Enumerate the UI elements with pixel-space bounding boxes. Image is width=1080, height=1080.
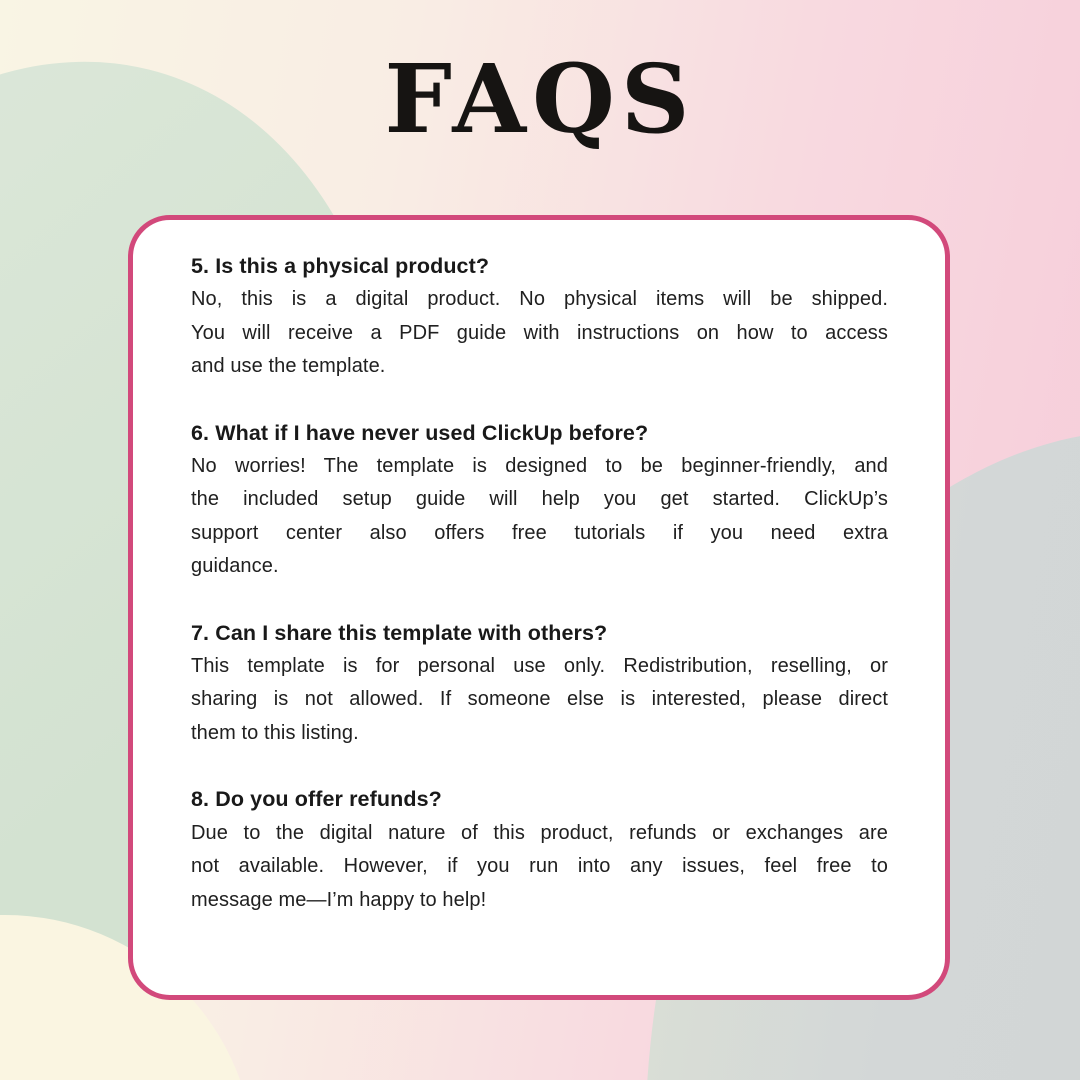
faq-answer-line: You will receive a PDF guide with instructions on how to access <box>191 321 888 344</box>
faq-answer-line: sharing is not allowed. If someone else is interested, please direct <box>191 688 888 711</box>
faq-answer-line: No, this is a digital product. No physical items will be shipped. <box>191 288 888 311</box>
faq-answer-line: not available. However, if you run into any issues, feel free to <box>191 855 888 878</box>
faq-answer-line: message me—I’m happy to help! <box>191 888 487 911</box>
faq-answer-line: and use the template. <box>191 355 386 378</box>
faq-answer-line: This template is for personal use only. Redistribution, reselling, or <box>191 655 888 678</box>
faq-item <box>191 783 888 917</box>
faq-answer <box>191 283 888 383</box>
faq-question: 6. What if I have never used ClickUp before? <box>191 420 649 445</box>
faq-list <box>191 250 888 917</box>
faq-question: 8. Do you offer refunds? <box>191 787 442 812</box>
faq-answer-line: the included setup guide will help you get started. ClickUp’s <box>191 488 888 511</box>
faq-answer <box>191 817 888 917</box>
faq-answer-line: them to this listing. <box>191 721 359 744</box>
faq-answer <box>191 650 888 750</box>
faq-answer <box>191 450 888 584</box>
faq-card <box>128 215 950 1000</box>
faq-item <box>191 250 888 384</box>
faq-answer-line: Due to the digital nature of this product, refunds or exchanges are <box>191 821 888 844</box>
faq-item <box>191 617 888 751</box>
faq-question: 5. Is this a physical product? <box>191 254 490 278</box>
faq-answer-line: guidance. <box>191 555 279 578</box>
faq-answer-line: support center also offers free tutorials if you need extra <box>191 521 888 544</box>
faq-item <box>191 417 888 584</box>
page-title: FAQS <box>384 44 696 155</box>
faq-answer-line: No worries! The template is designed to be beginner-friendly, and <box>191 455 888 478</box>
faq-question: 7. Can I share this template with others? <box>191 620 608 645</box>
